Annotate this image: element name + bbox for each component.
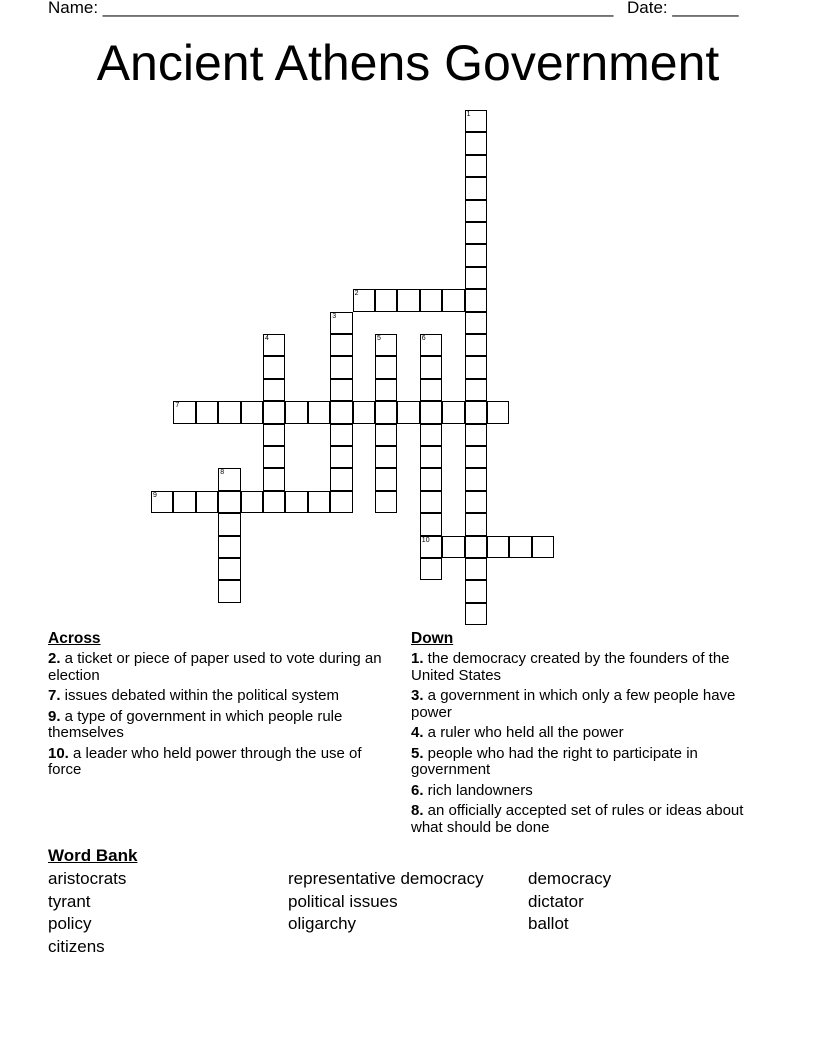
grid-cell[interactable] <box>375 468 397 490</box>
puzzle-title: Ancient Athens Government <box>96 35 720 91</box>
clue-text: issues debated within the political system <box>60 687 339 704</box>
down-clue-1 <box>411 651 756 684</box>
grid-cell[interactable] <box>442 289 464 311</box>
grid-cell[interactable] <box>465 244 487 266</box>
grid-cell[interactable] <box>375 379 397 401</box>
grid-cell[interactable] <box>442 401 464 423</box>
grid-cell[interactable] <box>465 401 487 423</box>
grid-cell[interactable] <box>330 379 352 401</box>
word-bank-column <box>288 868 484 936</box>
grid-cell[interactable] <box>263 468 285 490</box>
clue-text: people who had the right to participate in government <box>411 744 698 778</box>
grid-cell[interactable] <box>420 468 442 490</box>
grid-cell[interactable] <box>241 491 263 513</box>
cell-number: 3 <box>332 312 337 320</box>
grid-cell[interactable] <box>218 536 240 558</box>
grid-cell[interactable] <box>353 401 375 423</box>
down-clues <box>411 630 756 840</box>
grid-cell[interactable] <box>285 401 307 423</box>
clue-text: a government in which only a few people have power <box>411 687 736 721</box>
clue-number: 4. <box>411 724 424 741</box>
word-bank-entry: oligarchy <box>288 914 357 933</box>
grid-cell[interactable] <box>465 513 487 535</box>
grid-cell[interactable] <box>375 424 397 446</box>
grid-cell[interactable] <box>465 200 487 222</box>
grid-cell[interactable] <box>487 401 509 423</box>
grid-cell[interactable] <box>397 289 419 311</box>
word-bank-heading: Word Bank <box>48 846 138 865</box>
grid-cell[interactable] <box>420 491 442 513</box>
down-heading: Down <box>411 630 454 647</box>
grid-cell[interactable] <box>196 491 218 513</box>
grid-cell[interactable] <box>465 424 487 446</box>
grid-cell[interactable] <box>218 468 240 490</box>
word-bank-entry: representative democracy <box>288 869 484 888</box>
grid-cell[interactable] <box>420 401 442 423</box>
word-bank-entry: aristocrats <box>48 869 127 888</box>
across-clue-2 <box>48 651 393 684</box>
grid-cell[interactable] <box>173 491 195 513</box>
grid-cell[interactable] <box>375 401 397 423</box>
clue-number: 6. <box>411 781 424 799</box>
clue-number: 9. <box>48 707 61 725</box>
grid-cell[interactable] <box>420 446 442 468</box>
grid-cell[interactable] <box>465 603 487 625</box>
grid-cell[interactable] <box>308 401 330 423</box>
grid-cell[interactable] <box>487 536 509 558</box>
grid-cell[interactable] <box>465 558 487 580</box>
grid-cell[interactable] <box>375 334 397 356</box>
clue-number: 10. <box>48 744 69 762</box>
grid-cell[interactable] <box>465 132 487 154</box>
grid-cell[interactable] <box>151 491 173 513</box>
cell-number: 8 <box>220 469 225 477</box>
cell-number: 10 <box>421 536 430 544</box>
word-bank-entry: tyrant <box>48 891 91 911</box>
down-clue-8 <box>411 803 756 836</box>
grid-cell[interactable] <box>330 424 352 446</box>
grid-cell[interactable] <box>420 356 442 378</box>
across-clue-7 <box>48 688 393 705</box>
cell-number: 7 <box>175 402 180 410</box>
grid-cell[interactable] <box>263 424 285 446</box>
grid-cell[interactable] <box>465 177 487 199</box>
clue-text: a ruler who held all the power <box>423 724 624 741</box>
word-bank-entry: democracy <box>528 869 612 888</box>
grid-cell[interactable] <box>442 536 464 558</box>
grid-cell[interactable] <box>420 334 442 356</box>
down-clue-3 <box>411 688 756 721</box>
grid-cell[interactable] <box>465 379 487 401</box>
word-bank-entry: policy <box>48 914 92 933</box>
word-bank-entry: political issues <box>288 891 398 911</box>
grid-cell[interactable] <box>375 491 397 513</box>
grid-cell[interactable] <box>465 289 487 311</box>
clue-number: 3. <box>411 687 424 704</box>
grid-cell[interactable] <box>218 513 240 535</box>
grid-cell[interactable] <box>420 536 442 558</box>
grid-cell[interactable] <box>330 312 352 334</box>
grid-cell[interactable] <box>263 356 285 378</box>
cell-number: 5 <box>377 335 381 342</box>
clue-text: rich landowners <box>423 781 533 799</box>
word-bank-entry: dictator <box>528 891 584 911</box>
clue-text: a leader who held power through the use of force <box>48 744 362 778</box>
cell-number: 4 <box>265 335 269 342</box>
across-clues <box>48 630 393 783</box>
clue-number: 1. <box>411 650 424 667</box>
down-clue-6 <box>411 783 756 800</box>
grid-cell[interactable] <box>465 468 487 490</box>
cell-number: 1 <box>466 111 471 118</box>
clue-number: 8. <box>411 802 424 819</box>
clue-text: an officially accepted set of rules or ideas about what should be done <box>411 802 744 836</box>
grid-cell[interactable] <box>375 289 397 311</box>
grid-cell[interactable] <box>330 468 352 490</box>
grid-cell[interactable] <box>196 401 218 423</box>
across-clue-9 <box>48 709 393 742</box>
grid-cell[interactable] <box>218 580 240 602</box>
grid-cell[interactable] <box>465 155 487 177</box>
grid-cell[interactable] <box>263 334 285 356</box>
grid-cell[interactable] <box>218 401 240 423</box>
grid-cell[interactable] <box>420 424 442 446</box>
clue-number: 2. <box>48 650 61 667</box>
grid-cell[interactable] <box>465 536 487 558</box>
word-bank-column <box>48 868 126 958</box>
grid-cell[interactable] <box>465 356 487 378</box>
grid-cell[interactable] <box>218 558 240 580</box>
grid-cell[interactable] <box>285 491 307 513</box>
grid-cell[interactable] <box>263 491 285 513</box>
grid-cell[interactable] <box>465 580 487 602</box>
grid-cell[interactable] <box>465 334 487 356</box>
grid-cell[interactable] <box>330 356 352 378</box>
grid-cell[interactable] <box>465 110 487 132</box>
grid-cell[interactable] <box>330 491 352 513</box>
name-field-label: Name: ______________________________________________________ <box>48 0 614 17</box>
across-clue-10 <box>48 746 393 779</box>
grid-cell[interactable] <box>420 289 442 311</box>
cell-number: 2 <box>354 290 359 298</box>
grid-cell[interactable] <box>263 446 285 468</box>
clue-text: the democracy created by the founders of the United States <box>411 650 730 684</box>
grid-cell[interactable] <box>420 379 442 401</box>
grid-cell[interactable] <box>397 401 419 423</box>
grid-cell[interactable] <box>420 558 442 580</box>
down-clue-5 <box>411 746 756 779</box>
grid-cell[interactable] <box>218 491 240 513</box>
grid-cell[interactable] <box>420 513 442 535</box>
grid-cell[interactable] <box>465 491 487 513</box>
across-heading: Across <box>48 630 101 647</box>
date-field-label: Date: _______ <box>627 0 739 17</box>
cell-number: 6 <box>421 335 426 342</box>
grid-cell[interactable] <box>375 446 397 468</box>
grid-cell[interactable] <box>465 267 487 289</box>
grid-cell[interactable] <box>330 334 352 356</box>
grid-cell[interactable] <box>263 379 285 401</box>
word-bank-column <box>528 868 611 936</box>
grid-cell[interactable] <box>465 312 487 334</box>
grid-cell[interactable] <box>330 446 352 468</box>
cell-number: 9 <box>153 491 157 499</box>
word-bank-entry: ballot <box>528 914 569 933</box>
down-clue-4 <box>411 725 756 742</box>
clue-number: 5. <box>411 744 424 762</box>
grid-cell[interactable] <box>173 401 195 423</box>
grid-cell[interactable] <box>465 446 487 468</box>
grid-cell[interactable] <box>509 536 531 558</box>
word-bank-entry: citizens <box>48 936 105 956</box>
grid-cell[interactable] <box>330 401 352 423</box>
clue-text: a ticket or piece of paper used to vote during an election <box>48 650 382 684</box>
clue-number: 7. <box>48 687 61 704</box>
grid-cell[interactable] <box>241 401 263 423</box>
grid-cell[interactable] <box>532 536 554 558</box>
grid-cell[interactable] <box>308 491 330 513</box>
grid-cell[interactable] <box>375 356 397 378</box>
grid-cell[interactable] <box>263 401 285 423</box>
grid-cell[interactable] <box>465 222 487 244</box>
clue-text: a type of government in which people rule themselves <box>48 707 343 741</box>
grid-cell[interactable] <box>353 289 375 311</box>
